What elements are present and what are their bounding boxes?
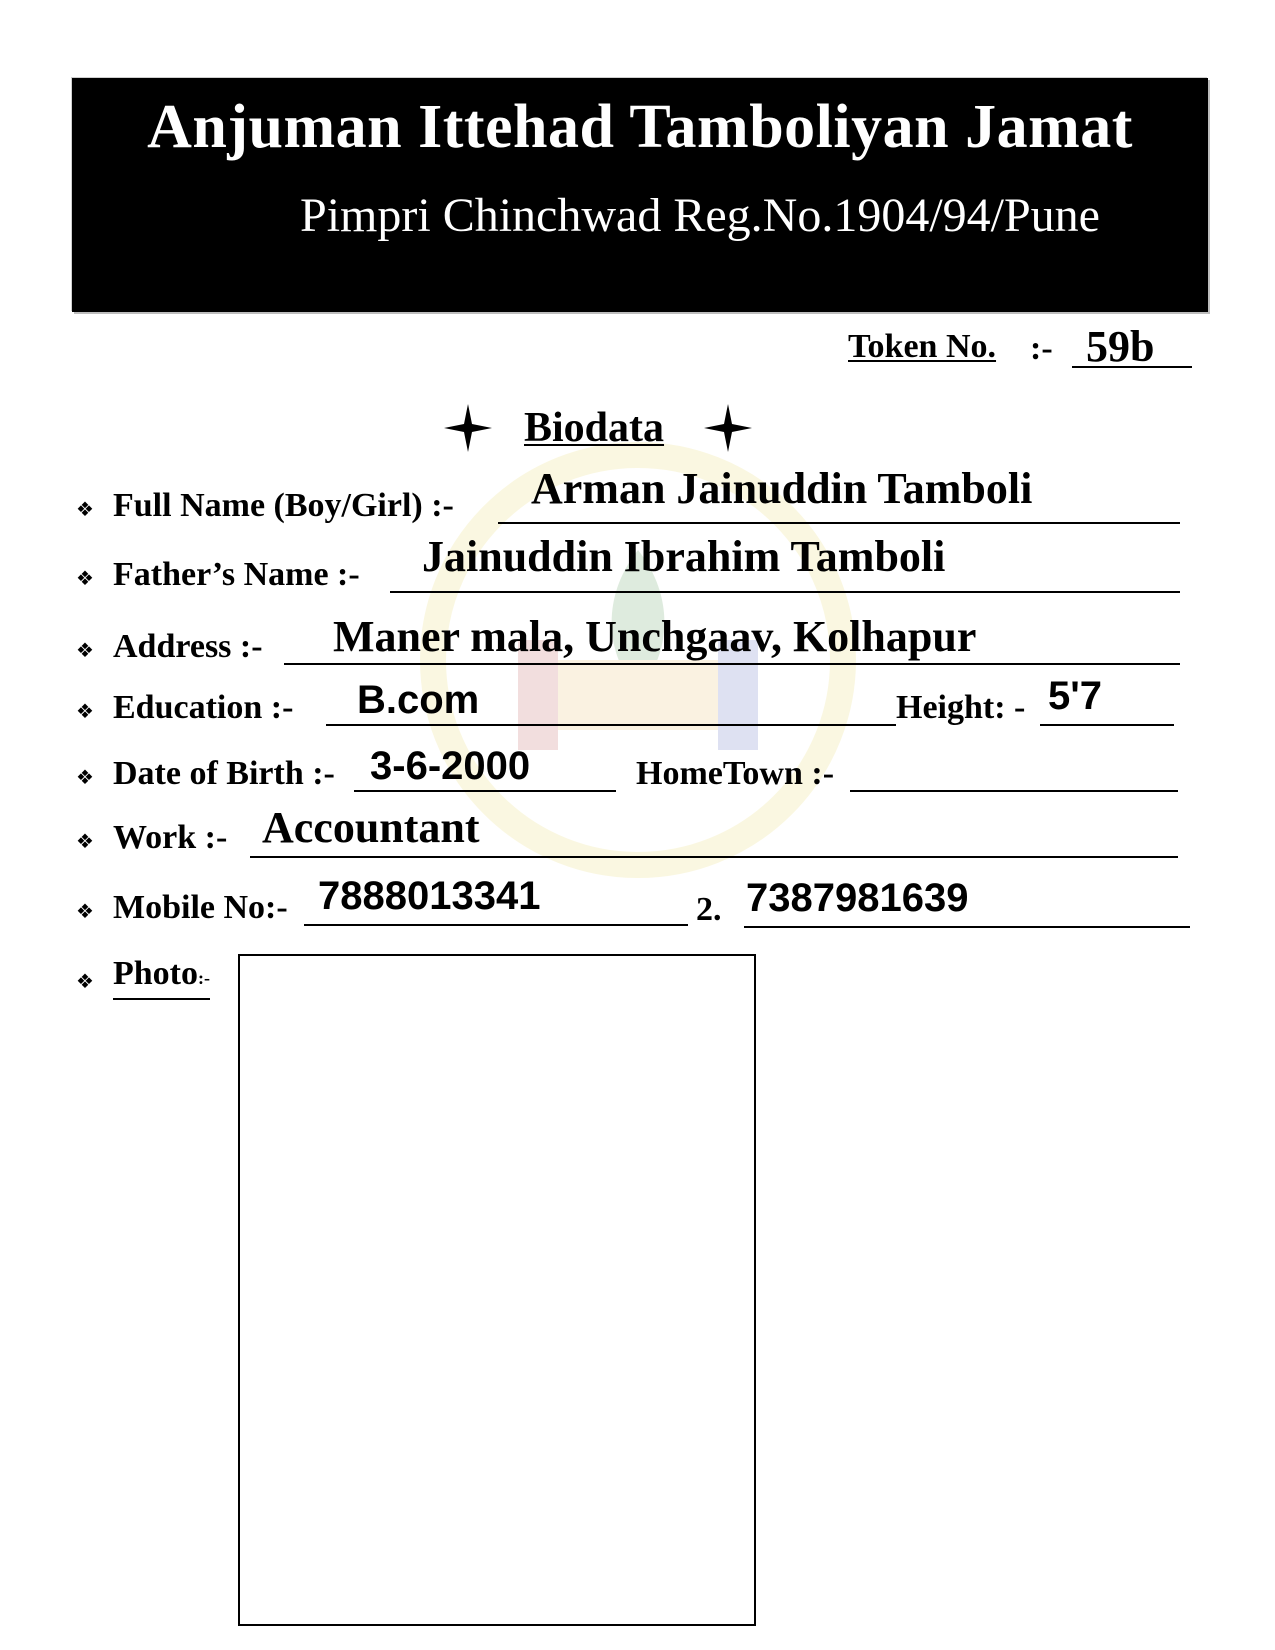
- bullet-icon: ❖: [76, 701, 94, 723]
- bullet-icon: ❖: [76, 568, 94, 590]
- mobile2-label: 2.: [696, 891, 722, 928]
- photo-label: [113, 954, 210, 1000]
- dob-line[interactable]: [354, 790, 616, 792]
- work-label: Work :-: [113, 819, 228, 856]
- work-line[interactable]: [250, 856, 1178, 858]
- watermark-handshake-icon: [518, 660, 758, 730]
- token-separator: :-: [1030, 330, 1053, 367]
- address-value: Maner mala, Unchgaav, Kolhapur: [333, 612, 977, 661]
- photo-label-text: Photo: [113, 955, 198, 992]
- height-line[interactable]: [1040, 724, 1174, 726]
- father-name-label: Father’s Name :-: [113, 556, 360, 593]
- full-name-label: Full Name (Boy/Girl) :-: [113, 487, 454, 524]
- father-name-line[interactable]: [390, 591, 1180, 593]
- education-value: B.com: [357, 678, 480, 722]
- education-label: Education :-: [113, 689, 294, 726]
- bullet-icon: ❖: [76, 971, 94, 993]
- bullet-icon: ❖: [76, 901, 94, 923]
- hometown-label: HomeTown :-: [636, 755, 835, 792]
- full-name-line[interactable]: [498, 522, 1180, 524]
- bullet-icon: ❖: [76, 831, 94, 853]
- section-title: Biodata: [524, 405, 665, 451]
- mobile2-value: 7387981639: [746, 876, 969, 920]
- education-line[interactable]: [326, 724, 896, 726]
- height-value: 5'7: [1048, 674, 1103, 718]
- organization-name: Anjuman Ittehad Tamboliyan Jamat: [147, 93, 1133, 161]
- mobile-value: 7888013341: [318, 874, 541, 918]
- mobile2-line[interactable]: [744, 926, 1190, 928]
- work-value: Accountant: [262, 803, 480, 852]
- organization-subtitle: Pimpri Chinchwad Reg.No.1904/94/Pune: [300, 189, 1100, 242]
- header-banner: [72, 78, 1208, 312]
- bullet-icon: ❖: [76, 499, 94, 521]
- bullet-icon: ❖: [76, 767, 94, 789]
- address-line[interactable]: [284, 663, 1180, 665]
- token-value: 59b: [1086, 322, 1155, 371]
- dob-label: Date of Birth :-: [113, 755, 335, 792]
- address-label: Address :-: [113, 628, 263, 665]
- photo-box[interactable]: [238, 954, 756, 1626]
- token-label: Token No.: [848, 328, 997, 365]
- photo-label-suffix: :-: [198, 968, 210, 988]
- star-right-icon: [700, 400, 756, 456]
- height-label: Height: -: [896, 689, 1026, 726]
- mobile-label: Mobile No:-: [113, 889, 288, 926]
- bullet-icon: ❖: [76, 640, 94, 662]
- hometown-line[interactable]: [850, 790, 1178, 792]
- mobile-line[interactable]: [304, 924, 688, 926]
- dob-value: 3-6-2000: [370, 744, 531, 788]
- star-left-icon: [440, 400, 496, 456]
- full-name-value: Arman Jainuddin Tamboli: [531, 464, 1033, 513]
- father-name-value: Jainuddin Ibrahim Tamboli: [422, 532, 946, 581]
